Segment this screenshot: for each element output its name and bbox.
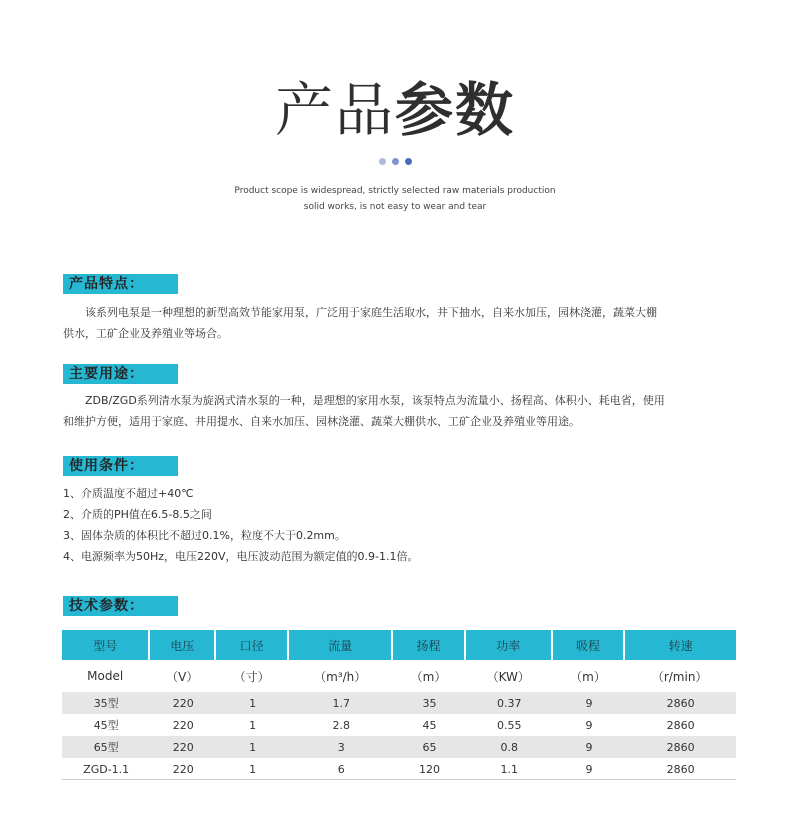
table-cell: 2.8	[332, 718, 350, 732]
table-cell: 120	[418, 762, 440, 776]
table-cell: 0.8	[466, 736, 553, 758]
table-unit-row	[62, 660, 736, 692]
table-header-cell: 吸程	[553, 630, 625, 660]
table-cell: 0.55	[496, 718, 522, 732]
table-row	[62, 692, 736, 714]
table-cell: 2860	[625, 736, 736, 758]
table-row	[62, 736, 736, 758]
table-cell: 45	[422, 718, 437, 732]
table-cell: 220	[172, 762, 194, 776]
usage-paragraph	[63, 390, 743, 432]
table-cell: 2860	[625, 692, 736, 714]
section-heading-usage: 主要用途：	[63, 364, 178, 384]
table-header-cell: 电压	[150, 630, 216, 660]
table-cell: 65型	[62, 736, 150, 758]
section-heading-conditions: 使用条件：	[63, 456, 178, 476]
table-cell: 6	[337, 762, 345, 776]
subtitle-line-1: Product scope is widespread, strictly selected raw materials production	[234, 186, 556, 196]
dot-icon-1	[379, 158, 386, 165]
section-heading-specs: 技术参数：	[63, 596, 178, 616]
page-title-block	[0, 70, 790, 150]
table-unit-cell: （KW）	[466, 660, 553, 692]
table-header-cell: 功率	[466, 630, 553, 660]
usage-line-1: ZDB/ZGD系列清水泵为旋涡式清水泵的一种，是理想的家用水泵，该泵特点为流量小、扬程高、体积小、耗电省，使用	[63, 394, 665, 407]
subtitle-line-2: solid works, is not easy to wear and tear	[303, 202, 487, 212]
table-header-row	[62, 630, 736, 660]
table-cell: 9	[585, 718, 593, 732]
table-cell: 220	[150, 736, 216, 758]
table-cell: 9	[553, 736, 625, 758]
table-header-cell: 口径	[216, 630, 289, 660]
page-title-bold: 参数	[395, 76, 516, 144]
condition-item: 2、介质的PH值在6.5-8.5之间	[63, 508, 212, 521]
page-title	[0, 70, 790, 150]
table-cell: 35	[393, 692, 465, 714]
dot-icon-2	[392, 158, 399, 165]
table-cell: 1	[249, 762, 257, 776]
table-unit-cell: （m）	[553, 660, 625, 692]
section-heading-features: 产品特点：	[63, 274, 178, 294]
table-cell: ZGD-1.1	[83, 762, 130, 776]
table-unit-cell: （r/min）	[625, 660, 736, 692]
table-row	[62, 758, 736, 780]
table-cell: 1	[249, 718, 257, 732]
features-line-1: 该系列电泵是一种理想的新型高效节能家用泵，广泛用于家庭生活取水，井下抽水，自来水加压，园林浇灌，蔬菜大棚	[63, 306, 657, 319]
table-cell: 35型	[62, 692, 150, 714]
table-unit-cell: （m³/h）	[289, 660, 393, 692]
table-unit-cell: Model	[62, 660, 150, 692]
table-bottom-divider	[62, 779, 736, 780]
table-cell: 1	[216, 736, 289, 758]
features-line-2: 供水，工矿企业及养殖业等场合。	[63, 327, 228, 340]
page-title-light: 产品	[274, 76, 395, 144]
table-unit-cell: （寸）	[216, 660, 289, 692]
spec-table	[62, 630, 736, 780]
table-header-cell: 扬程	[393, 630, 465, 660]
condition-item: 4、电源频率为50Hz，电压220V，电压波动范围为额定值的0.9-1.1倍。	[63, 550, 419, 563]
table-header-cell: 流量	[289, 630, 393, 660]
subtitle	[0, 183, 790, 215]
condition-item: 3、固体杂质的体积比不超过0.1%，粒度不大于0.2mm。	[63, 529, 346, 542]
table-cell: 1.1	[500, 762, 518, 776]
table-cell: 9	[585, 762, 593, 776]
table-cell: 220	[172, 718, 194, 732]
table-cell: 220	[150, 692, 216, 714]
condition-item: 1、介质温度不超过+40℃	[63, 487, 194, 500]
usage-line-2: 和维护方便，适用于家庭、井用提水、自来水加压、园林浇灌、蔬菜大棚供水、工矿企业及养殖业等用途。	[63, 415, 580, 428]
table-cell: 45型	[93, 719, 119, 732]
table-cell: 65	[393, 736, 465, 758]
table-row	[62, 714, 736, 736]
table-cell: 9	[553, 692, 625, 714]
table-header-cell: 转速	[625, 630, 736, 660]
table-cell: 1.7	[289, 692, 393, 714]
conditions-list	[63, 483, 743, 567]
table-cell: 2860	[666, 762, 695, 776]
decorative-dots	[0, 158, 790, 165]
table-cell: 2860	[666, 718, 695, 732]
table-cell: 3	[289, 736, 393, 758]
table-header-cell: 型号	[62, 630, 150, 660]
table-unit-cell: （m）	[393, 660, 465, 692]
table-cell: 0.37	[466, 692, 553, 714]
features-paragraph	[63, 302, 743, 344]
table-unit-cell: （V）	[150, 660, 216, 692]
table-cell: 1	[216, 692, 289, 714]
dot-icon-3	[405, 158, 412, 165]
